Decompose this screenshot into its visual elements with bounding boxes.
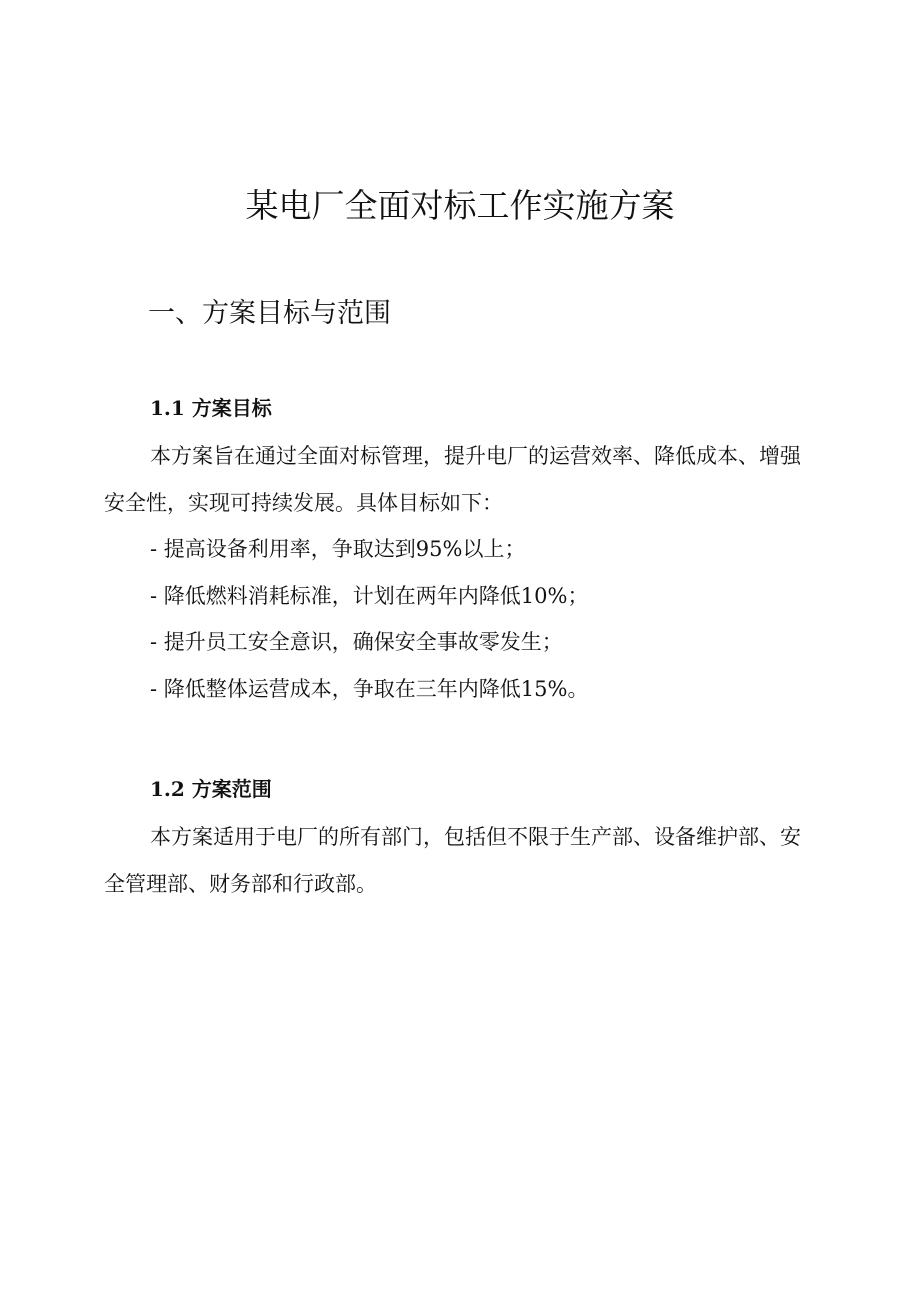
- scope-paragraph: 本方案适用于电厂的所有部门，包括但不限于生产部、设备维护部、安全管理部、财务部和行政部。: [104, 825, 801, 896]
- document-title: 某电厂全面对标工作实施方案: [245, 186, 675, 225]
- section-heading-goals-scope: 一、方案目标与范围: [148, 298, 391, 329]
- subsection-heading-scope: 1.2 方案范围: [150, 777, 272, 801]
- goal-item-safety-awareness: - 提升员工安全意识，确保安全事故零发生；: [150, 630, 563, 654]
- goals-intro-paragraph: 本方案旨在通过全面对标管理，提升电厂的运营效率、降低成本、增强安全性，实现可持续发展。具体目标如下：: [104, 444, 801, 515]
- subsection-heading-goals: 1.1 方案目标: [150, 396, 272, 420]
- goals-list: [150, 526, 588, 712]
- goal-item-operating-cost: - 降低整体运营成本，争取在三年内降低15%。: [150, 676, 589, 701]
- goal-item-equipment-utilization: - 提高设备利用率，争取达到95%以上；: [150, 537, 526, 561]
- goal-item-fuel-consumption: - 降低燃料消耗标准，计划在两年内降低10%；: [150, 583, 589, 608]
